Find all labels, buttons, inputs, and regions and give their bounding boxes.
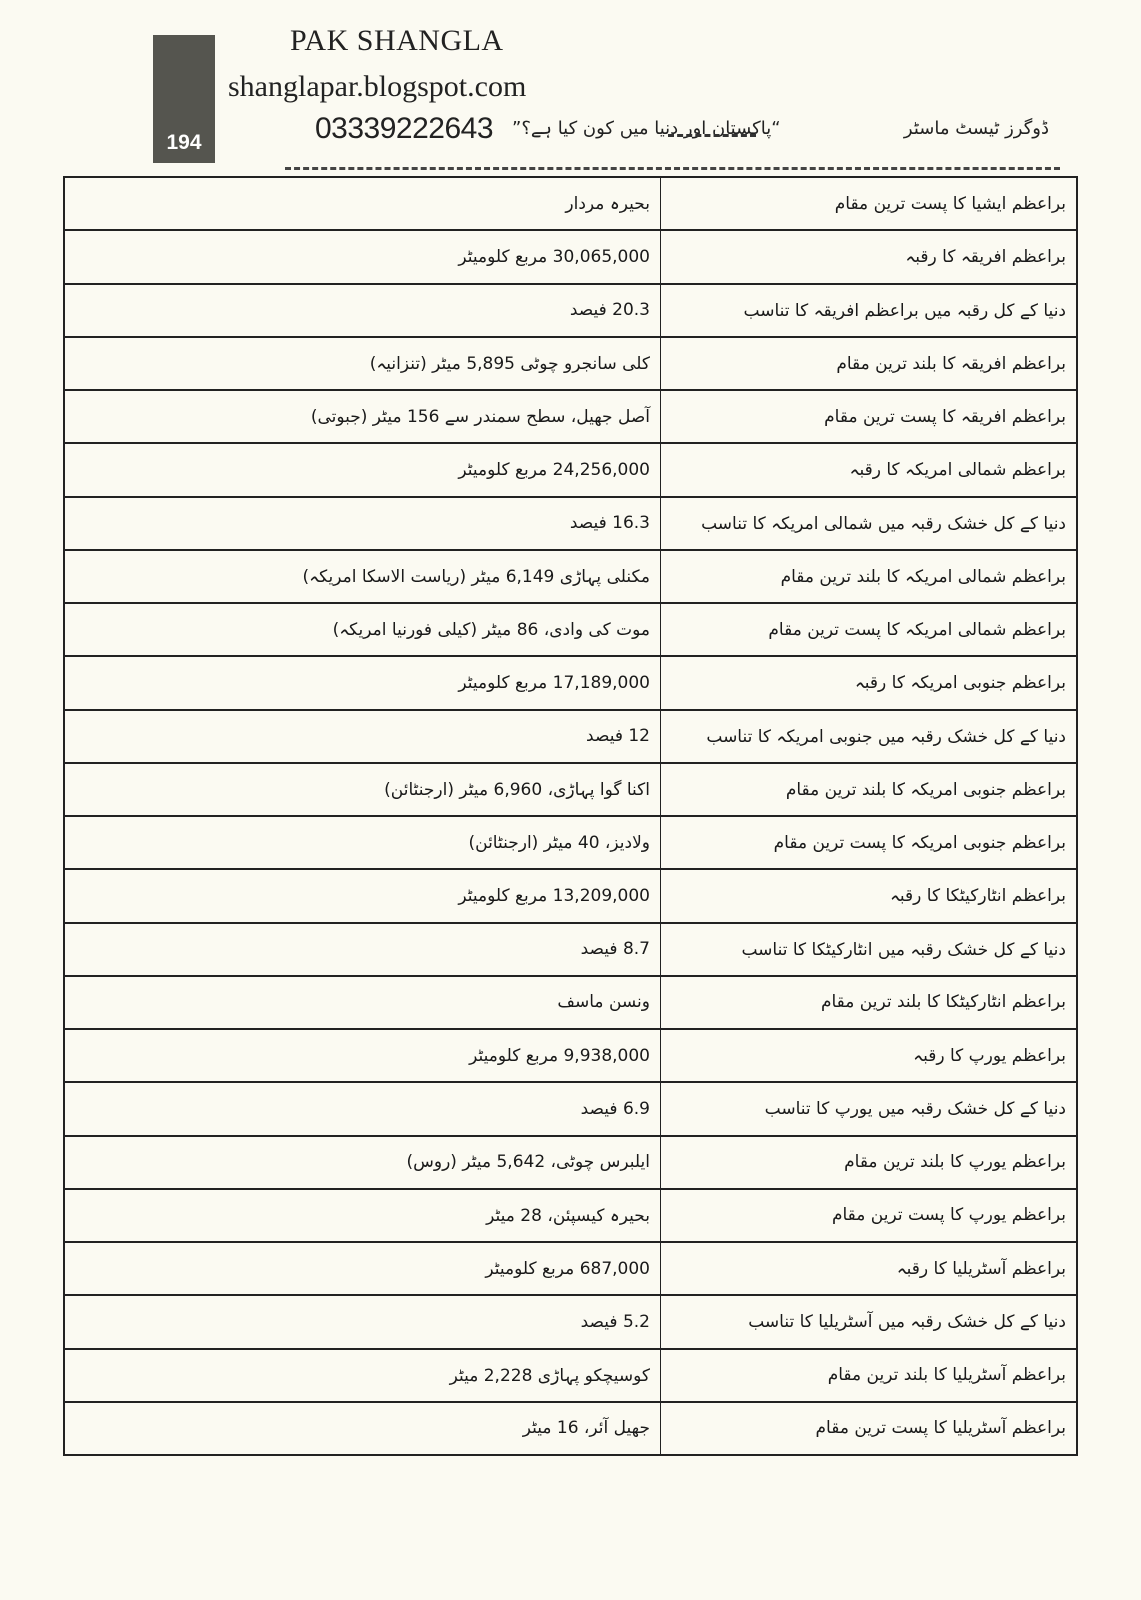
facts-table — [63, 176, 1078, 1456]
question-cell: براعظم آسٹریلیا کا پست ترین مقام — [661, 1402, 1078, 1455]
table-row — [64, 603, 1077, 656]
answer-cell: 13,209,000 مربع کلومیٹر — [64, 869, 661, 922]
question-cell: براعظم شمالی امریکہ کا رقبہ — [661, 443, 1078, 496]
table-row — [64, 1295, 1077, 1348]
question-cell: دنیا کے کل خشک رقبہ میں آسٹریلیا کا تناسب — [661, 1295, 1078, 1348]
answer-cell: موت کی وادی، 86 میٹر (کیلی فورنیا امریکہ) — [64, 603, 661, 656]
table-row — [64, 923, 1077, 976]
question-cell: دنیا کے کل رقبہ میں براعظم افریقہ کا تناسب — [661, 284, 1078, 337]
question-cell: براعظم یورپ کا پست ترین مقام — [661, 1189, 1078, 1242]
table-row — [64, 976, 1077, 1029]
running-head: ڈوگرز ٹیسٹ ماسٹر — [903, 118, 1049, 139]
table-row — [64, 869, 1077, 922]
question-cell: براعظم شمالی امریکہ کا پست ترین مقام — [661, 603, 1078, 656]
answer-cell: ولادیز، 40 میٹر (ارجنٹائن) — [64, 816, 661, 869]
table-row — [64, 390, 1077, 443]
answer-cell: اکنا گوا پہاڑی، 6,960 میٹر (ارجنٹائن) — [64, 763, 661, 816]
table-row — [64, 284, 1077, 337]
table-row — [64, 230, 1077, 283]
answer-cell: ونسن ماسف — [64, 976, 661, 1029]
site-url: shanglapar.blogspot.com — [228, 70, 527, 103]
table-row — [64, 337, 1077, 390]
table-row — [64, 1082, 1077, 1135]
facts-table-body — [64, 177, 1077, 1455]
question-cell: دنیا کے کل خشک رقبہ میں انٹارکیٹکا کا تناسب — [661, 923, 1078, 976]
question-cell: براعظم افریقہ کا بلند ترین مقام — [661, 337, 1078, 390]
page-number-badge — [153, 35, 215, 163]
question-cell: دنیا کے کل خشک رقبہ میں جنوبی امریکہ کا تناسب — [661, 710, 1078, 763]
table-row — [64, 177, 1077, 230]
answer-cell: آصل جھیل، سطح سمندر سے 156 میٹر (جبوتی) — [64, 390, 661, 443]
answer-cell: 24,256,000 مربع کلومیٹر — [64, 443, 661, 496]
question-cell: براعظم آسٹریلیا کا رقبہ — [661, 1242, 1078, 1295]
answer-cell: 20.3 فیصد — [64, 284, 661, 337]
question-cell: براعظم ایشیا کا پست ترین مقام — [661, 177, 1078, 230]
table-row — [64, 1029, 1077, 1082]
question-cell: براعظم انٹارکیٹکا کا بلند ترین مقام — [661, 976, 1078, 1029]
question-cell: براعظم انٹارکیٹکا کا رقبہ — [661, 869, 1078, 922]
phone-number: 03339222643 — [315, 112, 494, 145]
question-cell: براعظم افریقہ کا رقبہ — [661, 230, 1078, 283]
table-row — [64, 550, 1077, 603]
table-row — [64, 816, 1077, 869]
answer-cell: جھیل آئر، 16 میٹر — [64, 1402, 661, 1455]
answer-cell: 30,065,000 مربع کلومیٹر — [64, 230, 661, 283]
table-row — [64, 656, 1077, 709]
answer-cell: 16.3 فیصد — [64, 497, 661, 550]
table-row — [64, 1349, 1077, 1402]
question-cell: براعظم جنوبی امریکہ کا پست ترین مقام — [661, 816, 1078, 869]
page-number: 194 — [166, 131, 202, 154]
answer-cell: 6.9 فیصد — [64, 1082, 661, 1135]
table-row — [64, 497, 1077, 550]
question-cell: دنیا کے کل خشک رقبہ میں یورپ کا تناسب — [661, 1082, 1078, 1135]
question-cell: براعظم یورپ کا رقبہ — [661, 1029, 1078, 1082]
question-cell: دنیا کے کل خشک رقبہ میں شمالی امریکہ کا تناسب — [661, 497, 1078, 550]
table-row — [64, 1136, 1077, 1189]
question-cell: براعظم جنوبی امریکہ کا بلند ترین مقام — [661, 763, 1078, 816]
answer-cell: 17,189,000 مربع کلومیٹر — [64, 656, 661, 709]
answer-cell: کوسیچکو پہاڑی 2,228 میٹر — [64, 1349, 661, 1402]
header-dash-divider — [668, 134, 756, 137]
answer-cell: بحیرہ مردار — [64, 177, 661, 230]
chapter-title: “پاکستان اور دنیا میں کون کیا ہے؟” — [512, 118, 781, 139]
answer-cell: مکنلی پہاڑی 6,149 میٹر (ریاست الاسکا امریکہ) — [64, 550, 661, 603]
answer-cell: بحیرہ کیسپئن، 28 میٹر — [64, 1189, 661, 1242]
answer-cell: 9,938,000 مربع کلومیٹر — [64, 1029, 661, 1082]
question-cell: براعظم شمالی امریکہ کا بلند ترین مقام — [661, 550, 1078, 603]
answer-cell: کلی سانجرو چوٹی 5,895 میٹر (تنزانیہ) — [64, 337, 661, 390]
answer-cell: ایلبرس چوٹی، 5,642 میٹر (روس) — [64, 1136, 661, 1189]
table-row — [64, 1189, 1077, 1242]
answer-cell: 687,000 مربع کلومیٹر — [64, 1242, 661, 1295]
header-rule — [285, 167, 1060, 170]
brand-title: PAK SHANGLA — [290, 24, 504, 57]
table-row — [64, 710, 1077, 763]
answer-cell: 12 فیصد — [64, 710, 661, 763]
question-cell: براعظم جنوبی امریکہ کا رقبہ — [661, 656, 1078, 709]
question-cell: براعظم آسٹریلیا کا بلند ترین مقام — [661, 1349, 1078, 1402]
question-cell: براعظم افریقہ کا پست ترین مقام — [661, 390, 1078, 443]
table-row — [64, 1242, 1077, 1295]
question-cell: براعظم یورپ کا بلند ترین مقام — [661, 1136, 1078, 1189]
answer-cell: 8.7 فیصد — [64, 923, 661, 976]
table-row — [64, 443, 1077, 496]
table-row — [64, 763, 1077, 816]
answer-cell: 5.2 فیصد — [64, 1295, 661, 1348]
table-row — [64, 1402, 1077, 1455]
